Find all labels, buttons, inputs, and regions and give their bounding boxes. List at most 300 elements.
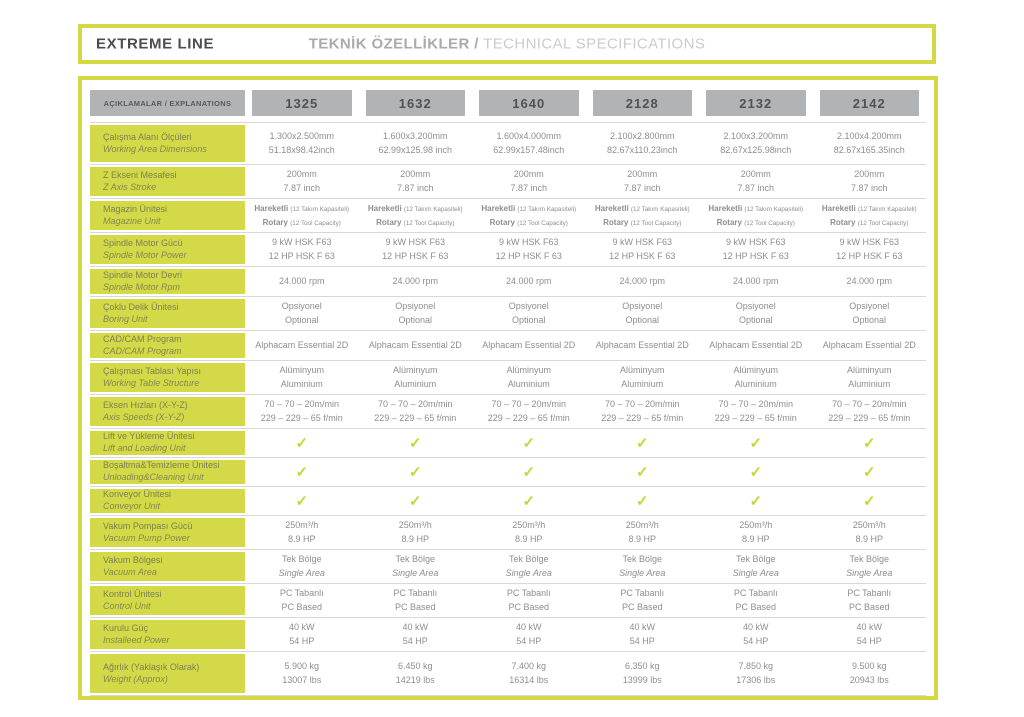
table-row <box>90 584 926 618</box>
value-line: 250m³/h <box>512 520 546 531</box>
table-row <box>90 233 926 267</box>
value-line <box>481 202 576 215</box>
value-line: 40 kW <box>288 622 315 633</box>
value-line: Tek Bölge <box>735 554 776 565</box>
check-icon: ✓ <box>749 492 763 510</box>
check-icon: ✓ <box>295 463 309 481</box>
table-row <box>90 652 926 696</box>
explanations-header: AÇIKLAMALAR / EXPLANATIONS <box>90 90 245 116</box>
value-line: Single Area <box>278 567 325 578</box>
value-cell <box>359 584 473 617</box>
value-line: 12 HP HSK F 63 <box>495 250 562 261</box>
value-main: Hareketli <box>708 204 745 214</box>
value-line: 7.87 inch <box>396 182 434 193</box>
value-cell <box>699 267 813 296</box>
page-title-english: TECHNICAL SPECIFICATIONS <box>483 35 706 53</box>
value-cell <box>586 516 700 549</box>
row-label <box>90 235 245 264</box>
value-line: Alüminyum <box>506 365 551 376</box>
value-cell-check <box>472 487 586 515</box>
row-label <box>90 167 245 196</box>
value-cell <box>813 550 927 583</box>
value-line: Single Area <box>505 567 552 578</box>
value-detail: (12 Tool Capacity) <box>630 219 682 227</box>
value-main: Hareketli <box>821 204 858 214</box>
value-line: PC Tabanlı <box>620 588 665 599</box>
value-line: Alphacam Essential 2D <box>822 339 916 350</box>
value-line: 54 HP <box>516 635 542 646</box>
value-line: 12 HP HSK F 63 <box>382 250 449 261</box>
value-cell-check <box>813 429 927 457</box>
value-line: 229 – 229 – 65 f/min <box>828 412 911 423</box>
check-icon: ✓ <box>862 434 876 452</box>
row-label-turkish: Çalışma Alanı Ölçüleri <box>103 131 192 142</box>
value-cell <box>472 584 586 617</box>
row-label-english: Working Area Dimensions <box>103 143 207 154</box>
value-cell <box>813 199 927 232</box>
value-line: Aluminium <box>848 378 891 389</box>
value-line: Aluminium <box>621 378 664 389</box>
value-line: Optional <box>511 314 546 325</box>
row-label-turkish: Lift ve Yükleme Ünitesi <box>103 431 195 442</box>
row-label-turkish: CAD/CAM Program <box>103 333 182 344</box>
check-icon: ✓ <box>295 492 309 510</box>
table-row <box>90 618 926 652</box>
value-line: 229 – 229 – 65 f/min <box>374 412 457 423</box>
value-cell-check <box>586 458 700 486</box>
value-line: 54 HP <box>856 635 882 646</box>
row-label-english: Boring Unit <box>103 313 148 324</box>
value-line: 40 kW <box>856 622 882 633</box>
check-icon: ✓ <box>635 434 649 452</box>
row-label-english: Magazine Unit <box>103 215 161 226</box>
value-cell-check <box>586 429 700 457</box>
value-cell <box>699 516 813 549</box>
value-line: Optional <box>284 314 319 325</box>
value-line: Opsiyonel <box>622 301 663 312</box>
value-detail: (12 Takım Kapasiteli) <box>517 206 577 214</box>
value-line: 13007 lbs <box>282 674 322 685</box>
value-line: 24.000 rpm <box>846 275 893 286</box>
value-cell <box>472 199 586 232</box>
value-line: Alphacam Essential 2D <box>368 339 462 350</box>
row-label-turkish: Konveyor Ünitesi <box>103 489 172 500</box>
value-line: 8.9 HP <box>401 533 429 544</box>
row-label-turkish: Çalışması Tablası Yapısı <box>103 365 202 376</box>
table-header-row <box>90 90 926 116</box>
row-label-turkish: Çoklu Delik Ünitesi <box>103 301 179 312</box>
value-cell <box>813 652 927 695</box>
value-line: Alüminyum <box>392 365 438 376</box>
value-line: 1.600x4.000mm <box>496 131 562 142</box>
model-header-2142: 2142 <box>820 90 920 116</box>
value-line: 24.000 rpm <box>732 275 779 286</box>
value-cell <box>472 516 586 549</box>
value-line: 250m³/h <box>398 520 432 531</box>
value-cell <box>359 199 473 232</box>
value-line: 7.87 inch <box>623 182 661 193</box>
value-line: Opsiyonel <box>508 301 549 312</box>
value-line: 8.9 HP <box>514 533 543 544</box>
table-row <box>90 297 926 331</box>
table-row <box>90 516 926 550</box>
value-cell <box>813 361 927 394</box>
table-row <box>90 267 926 297</box>
value-cell <box>359 297 473 330</box>
row-label-english: Weight (Approx) <box>103 673 168 684</box>
value-main: Rotary <box>716 217 745 227</box>
value-cell-check <box>472 429 586 457</box>
value-cell <box>813 123 927 164</box>
value-line: PC Based <box>281 601 323 612</box>
value-line: Single Area <box>392 567 439 578</box>
value-cell <box>245 331 359 360</box>
value-line: 16314 lbs <box>509 674 549 685</box>
value-cell <box>359 233 473 266</box>
value-cell <box>359 618 473 651</box>
value-line: 40 kW <box>629 622 655 633</box>
value-cell <box>813 297 927 330</box>
value-line: 82.67x165.35inch <box>833 144 905 155</box>
table-body <box>90 122 926 696</box>
value-line: 200mm <box>740 169 771 180</box>
model-header-2132: 2132 <box>706 90 806 116</box>
value-cell <box>699 550 813 583</box>
value-cell <box>359 331 473 360</box>
value-cell <box>245 618 359 651</box>
row-label <box>90 460 245 484</box>
value-line: 1.300x2.500mm <box>269 131 335 142</box>
value-line: 40 kW <box>742 622 769 633</box>
value-cell <box>586 395 700 428</box>
row-label-english: Spindle Motor Rpm <box>103 281 181 292</box>
value-line: 8.9 HP <box>628 533 656 544</box>
value-cell <box>472 331 586 360</box>
value-main: Rotary <box>262 217 291 227</box>
value-cell <box>586 361 700 394</box>
value-cell-check <box>359 429 473 457</box>
value-line: 229 – 229 – 65 f/min <box>714 412 797 423</box>
row-label <box>90 397 245 426</box>
value-line: 82.67x125.98inch <box>720 144 792 155</box>
value-line <box>708 202 803 215</box>
check-icon: ✓ <box>749 463 763 481</box>
value-line: Opsiyonel <box>849 301 890 312</box>
table-row <box>90 331 926 361</box>
value-line: 200mm <box>286 169 317 180</box>
value-line <box>830 216 908 229</box>
value-line: Alüminyum <box>846 365 892 376</box>
value-cell <box>245 361 359 394</box>
row-label-turkish: Boşaltma&Temizleme Ünitesi <box>103 460 220 471</box>
value-line: PC Tabanlı <box>279 588 324 599</box>
value-line: 54 HP <box>289 635 315 646</box>
value-cell <box>699 331 813 360</box>
model-header-1632: 1632 <box>366 90 466 116</box>
value-line: Single Area <box>619 567 666 578</box>
value-line <box>368 202 463 215</box>
value-line <box>717 216 795 229</box>
value-line: 200mm <box>627 169 658 180</box>
value-line: 7.850 kg <box>738 661 774 672</box>
value-line: Optional <box>852 314 887 325</box>
check-icon: ✓ <box>408 434 422 452</box>
table-row <box>90 458 926 487</box>
value-line: Aluminium <box>734 378 777 389</box>
value-detail: (12 Tool Capacity) <box>403 219 455 227</box>
value-cell <box>359 165 473 198</box>
check-icon: ✓ <box>522 463 536 481</box>
row-label-turkish: Magazin Ünitesi <box>103 203 168 214</box>
value-line: PC Based <box>848 601 890 612</box>
row-label <box>90 586 245 615</box>
value-line: 200mm <box>854 169 885 180</box>
value-cell <box>245 516 359 549</box>
value-line: Aluminium <box>507 378 550 389</box>
value-line: 250m³/h <box>852 520 886 531</box>
value-cell <box>586 123 700 164</box>
value-line: 250m³/h <box>739 520 773 531</box>
value-line: 1.600x3.200mm <box>382 131 448 142</box>
check-icon: ✓ <box>408 492 422 510</box>
value-line: Alüminyum <box>733 365 778 376</box>
value-cell <box>813 165 927 198</box>
value-line <box>376 216 454 229</box>
value-cell-check <box>359 487 473 515</box>
row-label-turkish: Kurulu Güç <box>103 622 149 633</box>
value-line: 62.99x157.48inch <box>493 144 565 155</box>
row-label <box>90 518 245 547</box>
value-line: 2.100x3.200mm <box>723 131 789 142</box>
value-line: Aluminium <box>394 378 437 389</box>
value-line: Alphacam Essential 2D <box>709 339 803 350</box>
value-line: Tek Bölge <box>622 554 663 565</box>
row-label-english: Unloading&Cleaning Unit <box>103 472 204 482</box>
value-cell <box>586 550 700 583</box>
row-label-english: Axis Speeds (X-Y-Z) <box>103 411 185 422</box>
value-line: 2.100x4.200mm <box>836 131 902 142</box>
value-line: 8.9 HP <box>287 533 316 544</box>
value-cell-check <box>245 458 359 486</box>
value-cell <box>359 123 473 164</box>
value-main: Rotary <box>376 217 404 227</box>
value-detail: (12 Takım Kapasiteli) <box>857 206 917 214</box>
row-label-english: Z Axis Stroke <box>103 181 157 192</box>
value-cell <box>359 395 473 428</box>
table-row <box>90 550 926 584</box>
value-line: 7.87 inch <box>737 182 775 193</box>
value-cell <box>472 233 586 266</box>
value-line: 54 HP <box>629 635 655 646</box>
value-line: PC Tabanlı <box>847 588 892 599</box>
value-main: Hareketli <box>594 204 631 214</box>
value-cell <box>245 297 359 330</box>
value-line: 200mm <box>513 169 544 180</box>
value-line: PC Based <box>394 601 436 612</box>
value-cell-check <box>699 487 813 515</box>
value-line: 9 kW HSK F63 <box>612 237 672 248</box>
value-detail: (12 Takım Kapasiteli) <box>403 206 463 214</box>
value-cell <box>472 652 586 695</box>
value-line: Alphacam Essential 2D <box>255 339 349 350</box>
value-line: 17306 lbs <box>736 674 776 685</box>
value-line: 13999 lbs <box>622 674 662 685</box>
value-line: 7.87 inch <box>283 182 321 193</box>
value-cell-check <box>586 487 700 515</box>
row-label-english: Lift and Loading Unit <box>103 443 186 453</box>
value-detail: (12 Takım Kapasiteli) <box>290 206 350 214</box>
value-line: Optional <box>738 314 773 325</box>
value-line: 7.87 inch <box>510 182 548 193</box>
value-main: Hareketli <box>481 204 518 214</box>
value-line: PC Based <box>508 601 550 612</box>
value-line: 250m³/h <box>625 520 659 531</box>
row-label <box>90 620 245 649</box>
value-detail: (12 Tool Capacity) <box>857 219 909 227</box>
value-line: Tek Bölge <box>281 554 322 565</box>
value-cell <box>245 584 359 617</box>
value-line: 229 – 229 – 65 f/min <box>487 412 570 423</box>
row-label-turkish: Z Ekseni Mesafesi <box>103 169 177 180</box>
page-title <box>82 36 932 53</box>
value-cell-check <box>699 429 813 457</box>
specifications-table <box>78 76 938 700</box>
value-line: 70 – 70 – 20m/min <box>604 399 680 410</box>
value-line: 12 HP HSK F 63 <box>722 250 789 261</box>
value-cell-check <box>245 429 359 457</box>
value-line: PC Tabanlı <box>506 588 551 599</box>
value-line <box>603 216 681 229</box>
page-title-turkish: TEKNİK ÖZELLİKLER <box>308 35 470 53</box>
check-icon: ✓ <box>749 434 763 452</box>
value-cell <box>813 331 927 360</box>
value-cell <box>586 618 700 651</box>
value-line: PC Tabanlı <box>393 588 438 599</box>
row-label <box>90 299 245 328</box>
value-line: 9 kW HSK F63 <box>725 237 786 248</box>
row-label-turkish: Spindle Motor Gücü <box>103 237 183 248</box>
check-icon: ✓ <box>408 463 422 481</box>
value-cell <box>472 123 586 164</box>
check-icon: ✓ <box>635 463 649 481</box>
value-cell <box>472 550 586 583</box>
value-line: 7.87 inch <box>850 182 888 193</box>
value-line: 200mm <box>400 169 431 180</box>
value-line: Tek Bölge <box>395 554 436 565</box>
value-line: 9 kW HSK F63 <box>839 237 899 248</box>
row-label-english: Working Table Structure <box>103 377 200 388</box>
value-line: PC Tabanlı <box>733 588 778 599</box>
value-line: 9 kW HSK F63 <box>385 237 445 248</box>
model-header-1325: 1325 <box>252 90 352 116</box>
value-line: 82.67x110.23inch <box>607 144 678 155</box>
value-line: 9 kW HSK F63 <box>271 237 332 248</box>
check-icon: ✓ <box>522 492 536 510</box>
value-cell <box>586 267 700 296</box>
value-cell <box>699 395 813 428</box>
value-line: 54 HP <box>743 635 769 646</box>
value-main: Rotary <box>603 217 631 227</box>
table-row <box>90 165 926 199</box>
value-cell <box>472 395 586 428</box>
check-icon: ✓ <box>295 434 309 452</box>
value-cell <box>359 516 473 549</box>
value-line: Opsiyonel <box>395 301 436 312</box>
value-line: 9 kW HSK F63 <box>498 237 559 248</box>
value-cell <box>245 267 359 296</box>
value-line: Alüminyum <box>619 365 665 376</box>
value-cell <box>359 550 473 583</box>
row-label <box>90 363 245 392</box>
row-label <box>90 125 245 162</box>
value-line: 12 HP HSK F 63 <box>609 250 676 261</box>
value-line: 51.18x98.42inch <box>268 144 335 155</box>
value-cell <box>699 199 813 232</box>
value-line: 250m³/h <box>285 520 319 531</box>
value-cell <box>699 297 813 330</box>
value-line: 6.350 kg <box>624 661 660 672</box>
value-detail: (12 Takım Kapasiteli) <box>630 206 690 214</box>
value-cell <box>586 165 700 198</box>
value-line: 229 – 229 – 65 f/min <box>260 412 343 423</box>
value-main: Rotary <box>830 217 858 227</box>
value-line: 6.450 kg <box>397 661 433 672</box>
value-cell <box>813 267 927 296</box>
value-line: Single Area <box>732 567 779 578</box>
value-line: Opsiyonel <box>281 301 322 312</box>
row-label-english: Vacuum Pump Power <box>103 532 190 543</box>
value-main: Hareketli <box>367 204 404 214</box>
value-cell <box>586 652 700 695</box>
value-detail: (12 Tool Capacity) <box>744 219 795 227</box>
value-cell-check <box>813 458 927 486</box>
value-cell <box>586 331 700 360</box>
table-row <box>90 123 926 165</box>
row-label <box>90 201 245 230</box>
value-cell <box>472 361 586 394</box>
value-cell <box>245 395 359 428</box>
row-label <box>90 654 245 693</box>
table-row <box>90 199 926 233</box>
check-icon: ✓ <box>862 463 876 481</box>
row-label <box>90 489 245 513</box>
value-line: 62.99x125.98 inch <box>378 144 453 155</box>
value-line: 40 kW <box>515 622 542 633</box>
row-label-turkish: Spindle Motor Devri <box>103 269 183 280</box>
value-line: 24.000 rpm <box>619 275 666 286</box>
check-icon: ✓ <box>522 434 536 452</box>
check-icon: ✓ <box>635 492 649 510</box>
value-cell <box>699 361 813 394</box>
row-label-turkish: Eksen Hızları (X-Y-Z) <box>103 399 188 410</box>
value-cell <box>699 618 813 651</box>
value-cell-check <box>699 458 813 486</box>
check-icon: ✓ <box>862 492 876 510</box>
brand-title: EXTREME LINE <box>96 35 215 53</box>
row-label-english: CAD/CAM Program <box>103 345 182 356</box>
value-cell <box>245 123 359 164</box>
value-cell <box>245 550 359 583</box>
row-label-turkish: Ağırlık (Yaklaşık Olarak) <box>103 661 200 672</box>
model-header-2128: 2128 <box>593 90 693 116</box>
value-cell <box>699 233 813 266</box>
value-line <box>263 216 341 229</box>
value-cell <box>359 267 473 296</box>
value-line: 8.9 HP <box>741 533 770 544</box>
value-cell <box>699 584 813 617</box>
value-detail: (12 Takım Kapasiteli) <box>744 206 804 214</box>
table-row <box>90 487 926 516</box>
